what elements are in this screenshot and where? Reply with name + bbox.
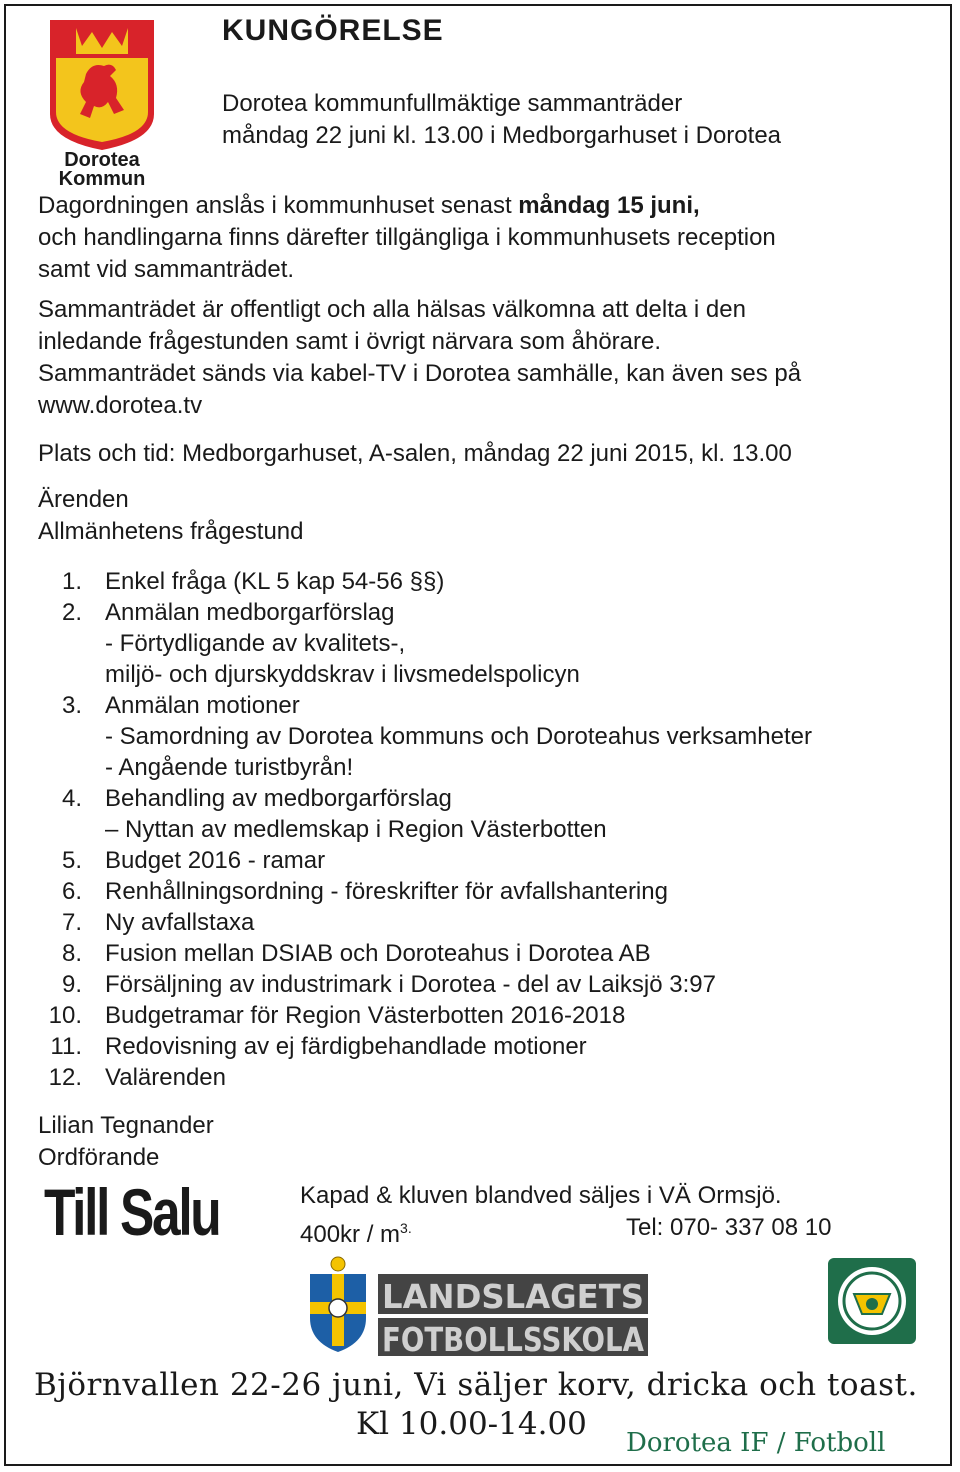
agenda-item (38, 969, 918, 1000)
meeting-info (222, 88, 781, 152)
coat-of-arms-icon (46, 18, 158, 190)
agenda-item (38, 1000, 918, 1031)
public-question-time: Allmänhetens frågestund (38, 518, 304, 545)
agenda-list (38, 566, 918, 1093)
agenda-item-number: 3. (61, 692, 82, 719)
ad-text: Kapad & kluven blandved säljes i VÄ Ormsjö. (300, 1182, 782, 1209)
agenda-item-text: Ny avfallstaxa (105, 909, 255, 936)
for-sale-heading: Till Salu (44, 1175, 220, 1249)
meeting-line: måndag 22 juni kl. 13.00 i Medborgarhuset i Dorotea (222, 122, 782, 149)
agenda-item-text: Anmälan motioner (105, 692, 300, 719)
event-time: Kl 10.00-14.00 (356, 1406, 587, 1442)
meeting-line: Dorotea kommunfullmäktige sammanträder (222, 90, 683, 117)
agenda-item-text: Anmälan medborgarförslag (105, 599, 395, 626)
municipality-logo (46, 18, 158, 190)
agenda-item (38, 907, 918, 938)
signer-role: Ordförande (38, 1144, 160, 1171)
intro-text: Dagordningen anslås i kommunhuset senast (38, 192, 519, 219)
agenda-item-number: 11. (50, 1033, 82, 1060)
ad-unit: 3. (400, 1220, 412, 1236)
agenda-item-text: Budget 2016 - ramar (105, 847, 326, 874)
agenda-item (38, 1062, 918, 1093)
agenda-item-text: Valärenden (105, 1064, 226, 1091)
dorotea-if-badge-icon (826, 1256, 918, 1351)
event-info: Björnvallen 22-26 juni, Vi säljer korv, dricka och toast. (34, 1367, 918, 1403)
lfs-line1: LANDSLAGETS (382, 1277, 644, 1316)
arenden-heading: Ärenden (38, 486, 129, 513)
agenda-item-number: 1. (61, 568, 82, 595)
intro-paragraph (38, 190, 776, 286)
agenda-item-subline: - Angående turistbyrån! (105, 754, 354, 781)
agenda-item-number: 2. (61, 599, 82, 626)
agenda-item-subline: – Nyttan av medlemskap i Region Västerbotten (105, 816, 607, 843)
agenda-item-text: Fusion mellan DSIAB och Doroteahus i Dorotea AB (105, 940, 651, 967)
website-link[interactable]: www.dorotea.tv (38, 392, 203, 419)
landslagets-fotbollsskola-logo (378, 1274, 648, 1361)
intro-text: och handlingarna finns därefter tillgängliga i kommunhusets reception (38, 224, 776, 251)
agenda-item-number: 4. (61, 785, 82, 812)
agenda-item-text: Behandling av medborgarförslag (105, 785, 452, 812)
agenda-item-text: Renhållningsordning - föreskrifter för avfallshantering (105, 878, 668, 905)
agenda-item-subline: - Samordning av Dorotea kommuns och Doroteahus verksamheter (105, 723, 812, 750)
page-title: KUNGÖRELSE (222, 14, 444, 47)
public-line: Sammanträdet är offentligt och alla hälsas välkomna att delta i den (38, 296, 746, 323)
intro-deadline: måndag 15 juni, (518, 192, 700, 219)
agenda-item (38, 690, 918, 783)
lfs-line2: FOTBOLLSSKOLA (382, 1320, 645, 1359)
logo-line2: Kommun (58, 168, 146, 190)
firewood-ad (300, 1180, 832, 1251)
agenda-item-number: 6. (61, 878, 82, 905)
agenda-item (38, 783, 918, 845)
agenda-item-number: 5. (61, 847, 82, 874)
agenda-item (38, 566, 918, 597)
agenda-item-number: 10. (48, 1002, 82, 1029)
intro-text: samt vid sammanträdet. (38, 256, 295, 283)
agenda-item-text: Budgetramar för Region Västerbotten 2016-2018 (105, 1002, 626, 1029)
public-line: inledande frågestunden samt i övrigt närvara som åhörare. (38, 328, 662, 355)
agenda-item (38, 597, 918, 690)
signer-name: Lilian Tegnander (38, 1112, 214, 1139)
agenda-item (38, 876, 918, 907)
agenda-item-number: 7. (61, 909, 82, 936)
public-line: Sammanträdet sänds via kabel-TV i Dorotea samhälle, kan även ses på (38, 360, 802, 387)
agenda-heading (38, 484, 304, 548)
agenda-item-text: Redovisning av ej färdigbehandlade motioner (105, 1033, 587, 1060)
place-and-time: Plats och tid: Medborgarhuset, A-salen, måndag 22 juni 2015, kl. 13.00 (38, 440, 792, 467)
agenda-item (38, 938, 918, 969)
swedish-football-shield-icon (306, 1254, 370, 1359)
agenda-item-number: 12. (48, 1064, 82, 1091)
ad-price: 400kr / m (300, 1221, 401, 1248)
club-name: Dorotea IF / Fotboll (626, 1428, 886, 1458)
signature-block (38, 1110, 214, 1174)
agenda-item-subline: - Förtydligande av kvalitets-, (105, 630, 406, 657)
agenda-item-subline: miljö- och djurskyddskrav i livsmedelspolicyn (105, 661, 580, 688)
agenda-item (38, 845, 918, 876)
agenda-item (38, 1031, 918, 1062)
public-info (38, 294, 801, 422)
agenda-item-text: Försäljning av industrimark i Dorotea - del av Laiksjö 3:97 (105, 971, 716, 998)
agenda-item-number: 8. (61, 940, 82, 967)
ad-phone: Tel: 070- 337 08 10 (626, 1214, 832, 1241)
logo-line1: Dorotea (64, 149, 140, 171)
agenda-item-text: Enkel fråga (KL 5 kap 54-56 §§) (105, 568, 445, 595)
agenda-item-number: 9. (61, 971, 82, 998)
